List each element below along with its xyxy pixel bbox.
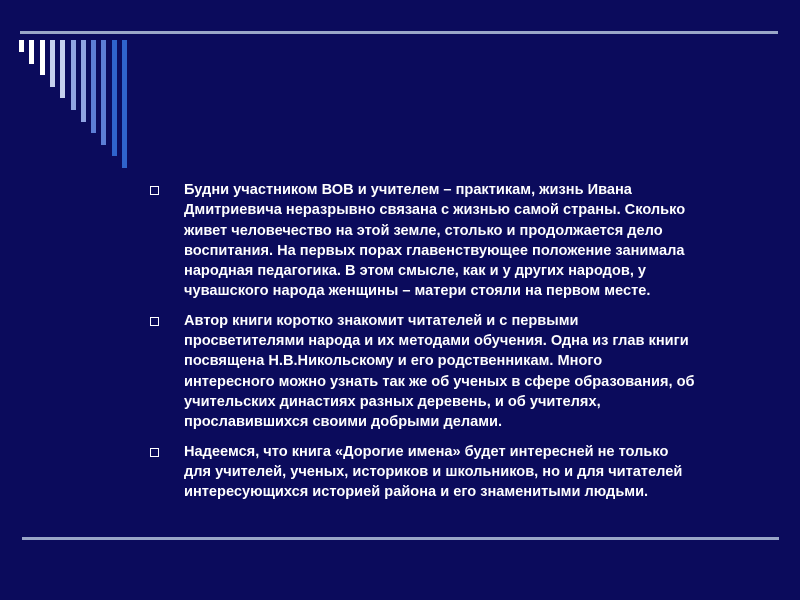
body-text (150, 180, 750, 511)
decorative-bar (40, 40, 45, 75)
paragraph-line: интересного можно узнать так же об ученых в сфере образования, об (184, 373, 695, 390)
decorative-bar (122, 40, 127, 168)
decorative-bar (91, 40, 96, 133)
paragraph-2 (150, 311, 750, 433)
decorative-bar (81, 40, 86, 122)
paragraph-line: Будни участником ВОВ и учителем – практикам, жизнь Ивана (184, 182, 632, 198)
top-divider (20, 31, 778, 34)
decorative-bar (101, 40, 106, 145)
decorative-bar (71, 40, 76, 110)
paragraph-line: Автор книги коротко знакомит читателей и с первыми (184, 312, 579, 329)
paragraph-3 (150, 442, 750, 503)
paragraph-1 (150, 180, 750, 302)
paragraph-line: воспитания. На первых порах главенствующее положение занимала (184, 242, 685, 259)
paragraph-line: живет человечество на этой земле, столько и продолжается дело (184, 222, 663, 239)
square-bullet-icon (150, 186, 159, 195)
paragraph-line: народная педагогика. В этом смысле, как и у других народов, у (184, 263, 647, 280)
decorative-bar (112, 40, 117, 156)
paragraph-line: учительских династиях разных деревень, и об учителях, (184, 393, 601, 410)
bottom-divider (22, 537, 779, 540)
square-bullet-icon (150, 317, 159, 326)
paragraph-line: посвящена Н.В.Никольскому и его родственникам. Много (184, 353, 603, 370)
paragraph-line: просветителями народа и их методами обучения. Одна из глав книги (184, 333, 689, 350)
square-bullet-icon (150, 448, 159, 457)
paragraph-line: прославившихся своими добрыми делами. (184, 414, 503, 431)
decorative-bar (29, 40, 34, 64)
paragraph-line: для учителей, ученых, историков и школьников, но и для читателей (184, 463, 683, 480)
paragraph-line: Дмитриевича неразрывно связана с жизнью самой страны. Сколько (184, 202, 686, 219)
decorative-bar (50, 40, 55, 87)
paragraph-line: Надеемся, что книга «Дорогие имена» будет интересней не только (184, 443, 669, 460)
decorative-bar (19, 40, 24, 52)
paragraph-line: чувашского народа женщины – матери стояли на первом месте. (184, 283, 651, 300)
decorative-bar (60, 40, 65, 98)
paragraph-line: интересующихся историей района и его знаменитыми людьми. (184, 484, 649, 501)
